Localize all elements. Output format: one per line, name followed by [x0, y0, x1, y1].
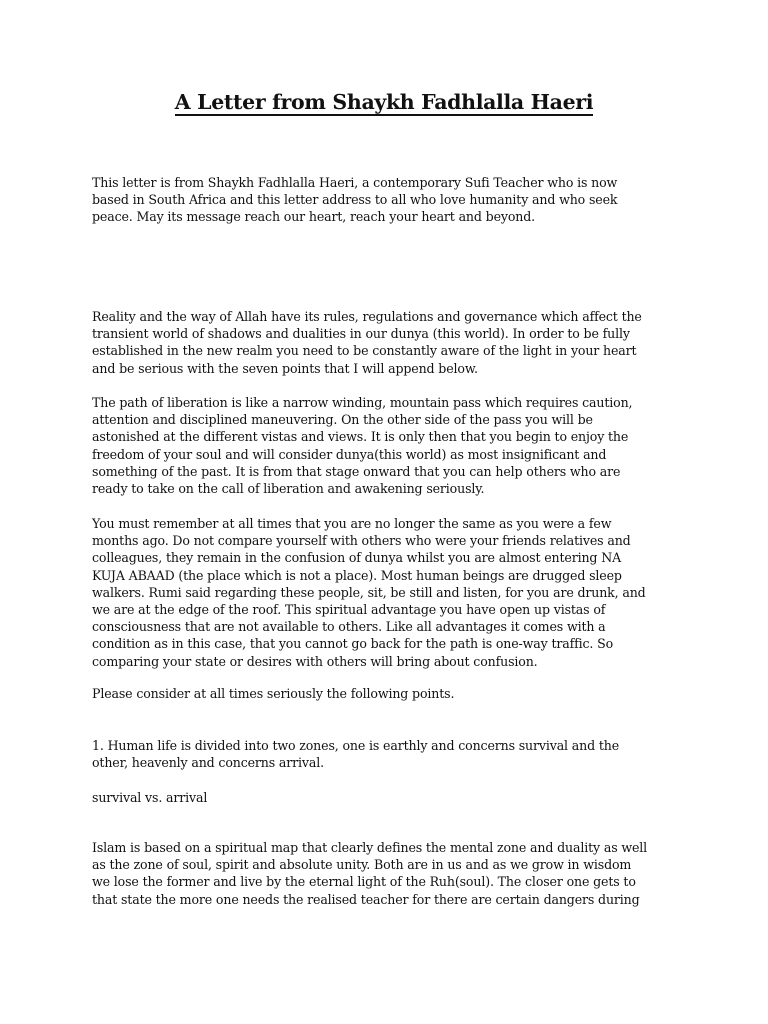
text-line: This letter is from Shaykh Fadhlalla Haeri, a contemporary Sufi Teacher who is now: [92, 175, 618, 190]
text-line: based in South Africa and this letter address to all who love humanity and who seek: [92, 192, 618, 208]
document-title-text: A Letter from Shaykh Fadhlalla Haeri: [174, 90, 594, 114]
text-line: 1. Human life is divided into two zones, one is earthly and concerns survival and the: [92, 738, 620, 753]
paragraph-point-one: [92, 737, 692, 771]
paragraph-intro: [92, 174, 692, 226]
text-line: Islam is based on a spiritual map that clearly defines the mental zone and duality as well: [92, 840, 648, 855]
text-line: KUJA ABAAD (the place which is not a place). Most human beings are drugged sleep: [92, 567, 622, 583]
text-line: Please consider at all times seriously the following points.: [92, 686, 455, 701]
text-line: The path of liberation is like a narrow winding, mountain pass which requires caution,: [92, 395, 633, 410]
text-line: Reality and the way of Allah have its rules, regulations and governance which affect the: [92, 309, 642, 324]
text-line: transient world of shadows and dualities in our dunya (this world). In order to be fully: [92, 326, 630, 342]
text-line: we are at the edge of the roof. This spiritual advantage you have open up vistas of: [92, 602, 606, 618]
text-line: consciousness that are not available to others. Like all advantages it comes with a: [92, 619, 606, 635]
text-line: comparing your state or desires with others will bring about confusion.: [92, 653, 538, 669]
text-line: other, heavenly and concerns arrival.: [92, 755, 324, 771]
paragraph-survival-vs-arrival: [92, 789, 692, 806]
document-title: [0, 88, 768, 116]
text-line: as the zone of soul, spirit and absolute unity. Both are in us and as we grow in wisdom: [92, 857, 632, 873]
text-line: established in the new realm you need to be constantly aware of the light in your heart: [92, 343, 637, 359]
text-line: walkers. Rumi said regarding these people, sit, be still and listen, for you are drunk, and: [92, 584, 646, 600]
text-line: we lose the former and live by the eternal light of the Ruh(soul). The closer one gets to: [92, 874, 636, 890]
text-line: colleagues, they remain in the confusion of dunya whilst you are almost entering NA: [92, 550, 622, 566]
paragraph-reality: [92, 308, 692, 377]
paragraph-remember: [92, 515, 692, 670]
text-line: peace. May its message reach our heart, reach your heart and beyond.: [92, 209, 535, 225]
text-line: You must remember at all times that you are no longer the same as you were a few: [92, 516, 612, 531]
text-line: something of the past. It is from that stage onward that you can help others who are: [92, 463, 621, 479]
text-line: that state the more one needs the realised teacher for there are certain dangers during: [92, 891, 640, 907]
text-line: and be serious with the seven points that I will append below.: [92, 360, 478, 376]
text-line: condition as in this case, that you cannot go back for the path is one-way traffic. So: [92, 636, 614, 652]
paragraph-islam-map: [92, 839, 692, 908]
text-line: freedom of your soul and will consider dunya(this world) as most insignificant and: [92, 446, 607, 462]
text-line: astonished at the different vistas and views. It is only then that you begin to enjoy the: [92, 429, 629, 445]
text-line: survival vs. arrival: [92, 790, 208, 805]
paragraph-consider-points: [92, 685, 692, 702]
text-line: ready to take on the call of liberation and awakening seriously.: [92, 481, 485, 497]
text-line: attention and disciplined maneuvering. On the other side of the pass you will be: [92, 412, 593, 428]
text-line: months ago. Do not compare yourself with others who were your friends relatives and: [92, 533, 631, 549]
paragraph-path-of-liberation: [92, 394, 692, 497]
